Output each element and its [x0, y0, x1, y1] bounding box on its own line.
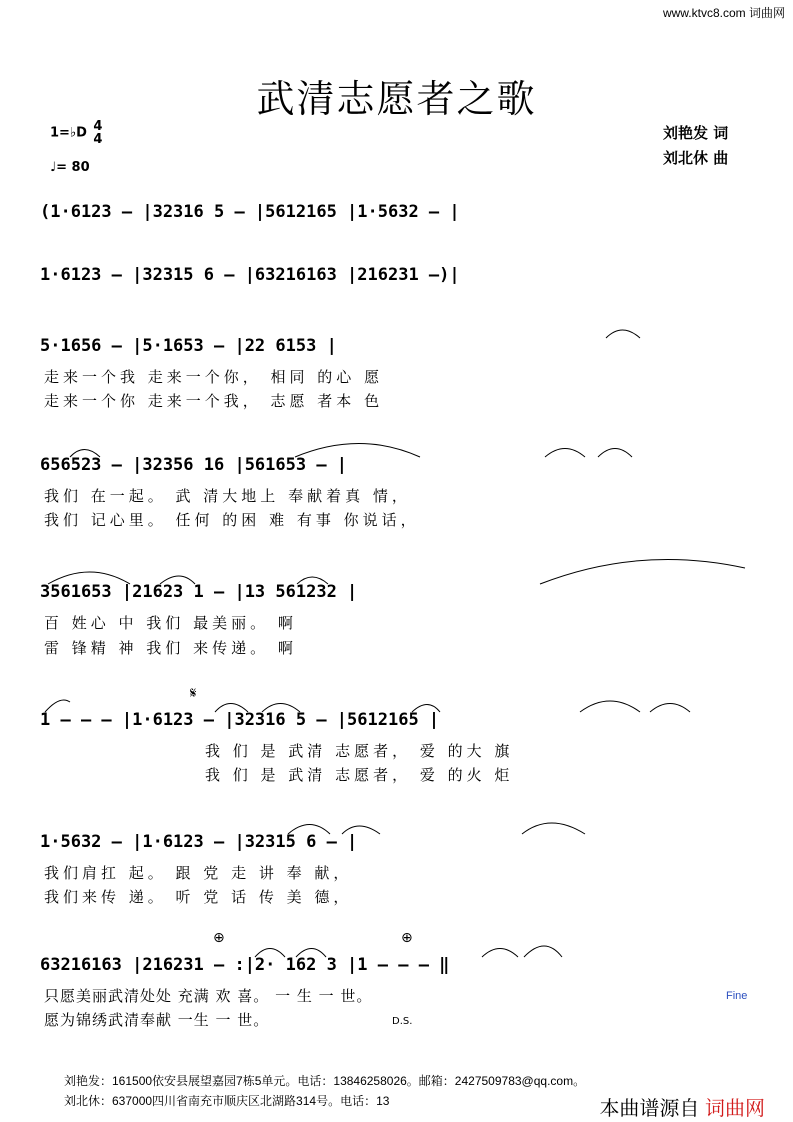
- slur: [412, 705, 440, 713]
- slur: [598, 449, 632, 458]
- source-label: 本曲谱源自: [599, 1098, 700, 1120]
- lyric-row-5-verse-2: 雷 锋精 神 我们 来传递。 啊: [44, 639, 297, 657]
- fine-mark: Fine: [726, 990, 748, 1002]
- tempo-mark: ♩= 80: [50, 160, 90, 175]
- lyric-row-6-verse-1: 我 们 是 武清 志愿者， 爱 的大 旗: [205, 742, 514, 760]
- slur: [288, 825, 330, 835]
- slur: [295, 444, 420, 458]
- notation-row-5: 3561653 |21623 1 – |13 561232 |: [40, 582, 358, 602]
- ds-mark: D.S.: [392, 1016, 413, 1027]
- notation-row-1: (1·6123 – |32316 5 – |5612165 |1·5632 – |: [40, 202, 460, 222]
- slur: [48, 572, 130, 584]
- lyricist-credit: 刘艳发 词: [663, 124, 729, 142]
- slur: [545, 449, 585, 458]
- slur: [540, 559, 745, 584]
- time-bottom: 4: [93, 132, 103, 147]
- lyric-row-7-verse-2: 我们来传 递。 听 党 话 传 美 德，: [44, 888, 353, 906]
- lyric-row-3-verse-1: 走来一个我 走来一个你， 相同 的心 愿: [44, 368, 384, 386]
- footer-contact-composer: 刘北休：637000四川省南充市顺庆区北湖路314号。电话：13: [64, 1094, 390, 1108]
- coda-icon: ⊕: [213, 930, 225, 946]
- lyric-row-5-verse-1: 百 姓心 中 我们 最美丽。 啊: [44, 614, 297, 632]
- lyric-row-6-verse-2: 我 们 是 武清 志愿者， 爱 的火 炬: [205, 766, 514, 784]
- lyric-row-4-verse-2: 我们 记心里。 任何 的困 难 有事 你说话，: [44, 511, 420, 529]
- coda-icon-2: ⊕: [401, 930, 413, 946]
- slur: [215, 704, 248, 713]
- slur: [45, 700, 70, 712]
- footer-contact-lyricist: 刘艳发：161500依安县展望嘉园7栋5单元。电话：13846258026。邮箱：2427509783@qq.com。: [64, 1074, 586, 1088]
- slur: [297, 577, 328, 584]
- slur: [296, 949, 326, 958]
- composer-credit: 刘北休 曲: [663, 149, 729, 167]
- key-label: 1=♭D: [50, 125, 87, 141]
- notation-row-4: 656523 – |32356 16 |561653 – |: [40, 455, 348, 475]
- slur: [255, 949, 285, 958]
- site-watermark: www.ktvc8.com 词曲网: [662, 6, 785, 20]
- slur: [650, 704, 690, 713]
- time-top: 4: [93, 119, 103, 134]
- page-title: 武清志愿者之歌: [256, 77, 537, 121]
- segno-icon: 𝄋: [190, 684, 197, 702]
- notation-row-6: 1 – – – |1·6123 – |32316 5 – |5612165 |: [40, 710, 440, 730]
- notation-row-3: 5·1656 – |5·1653 – |22 6153 |: [40, 336, 337, 356]
- source-credit: [599, 1092, 765, 1121]
- slur: [522, 823, 585, 834]
- lyric-row-8-verse-1: 只愿美丽武清处处 充满 欢 喜。 一 生 一 世。: [44, 987, 373, 1005]
- source-brand: 词曲网: [705, 1098, 765, 1120]
- notation-row-8: 63216163 |216231 – :|2· 162 3 |1 – – – ‖: [40, 955, 450, 975]
- slur: [524, 946, 562, 957]
- notation-row-7: 1·5632 – |1·6123 – |32315 6 – |: [40, 832, 358, 852]
- lyric-row-8-verse-2: 愿为锦绣武清奉献 一生 一 世。: [44, 1011, 270, 1029]
- slur: [160, 576, 195, 584]
- slur: [580, 701, 640, 712]
- slur: [342, 826, 380, 834]
- slur: [482, 949, 518, 958]
- lyric-row-4-verse-1: 我们 在一起。 武 清大地上 奉献着真 情，: [44, 487, 411, 505]
- slur: [262, 704, 300, 713]
- slur: [70, 450, 100, 458]
- lyric-row-3-verse-2: 走来一个你 走来一个我， 志愿 者本 色: [44, 392, 384, 410]
- lyric-row-7-verse-1: 我们肩扛 起。 跟 党 走 讲 奉 献，: [44, 864, 353, 882]
- notation-row-2: 1·6123 – |32315 6 – |63216163 |216231 –)|: [40, 265, 460, 285]
- slur: [606, 330, 640, 338]
